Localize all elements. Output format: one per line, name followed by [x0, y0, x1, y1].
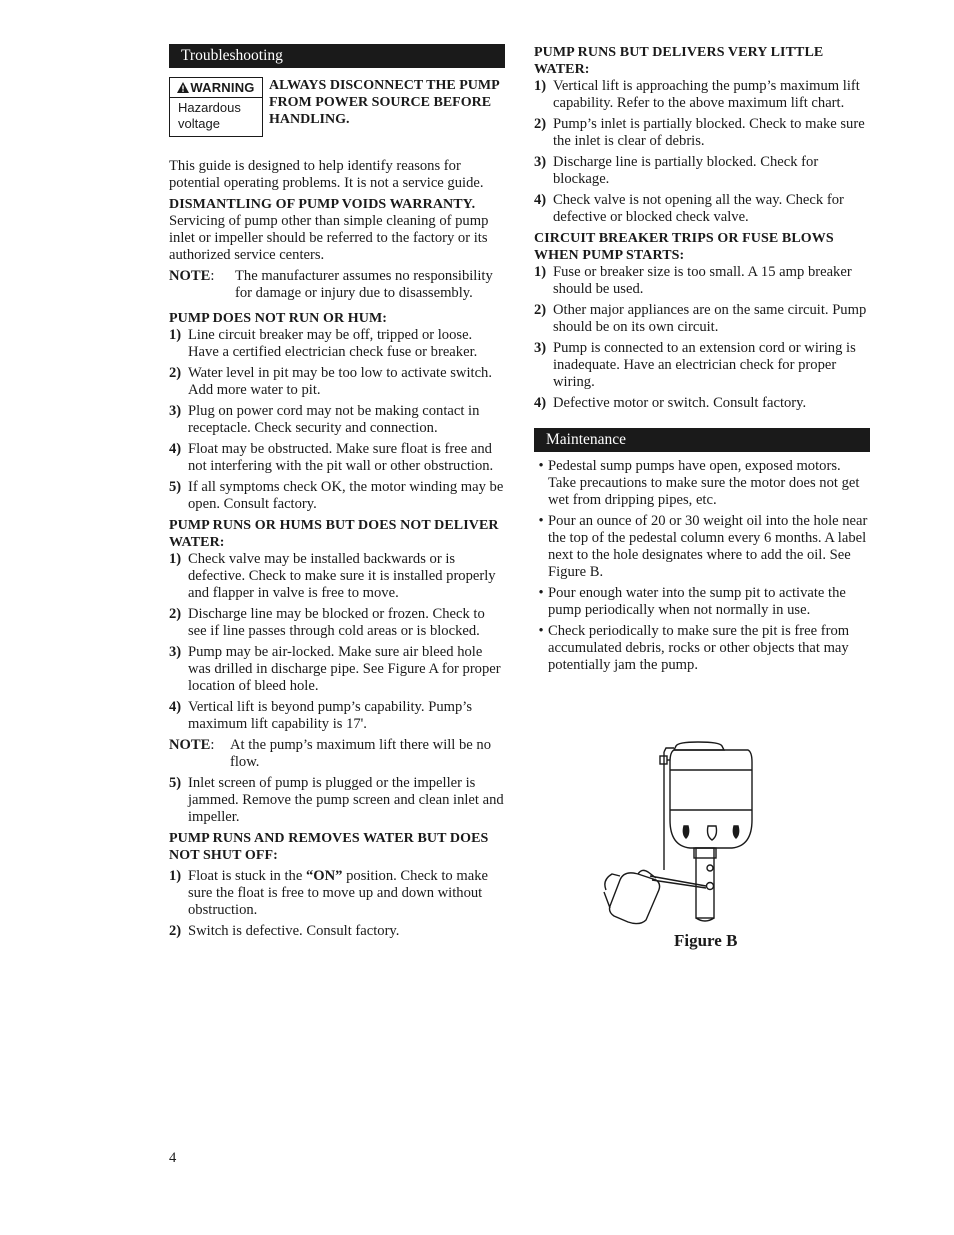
list-item: 5) Inlet screen of pump is plugged or the impeller is jammed. Remove the pump screen and clean inlet and impeller. — [169, 775, 504, 825]
list-item: 4) Check valve is not opening all the way. Check for defective or blocked check valve. — [534, 192, 844, 225]
list-item: 2) Discharge line may be blocked or frozen. Check to see if line passes through cold areas or is blocked. — [169, 606, 485, 639]
warning-triangle-icon — [177, 82, 189, 93]
warning-body — [170, 98, 262, 132]
page-number: 4 — [169, 1150, 177, 1166]
list-item: 4) Float may be obstructed. Make sure float is free and not interfering with the pit wall or other obstruction. — [169, 441, 494, 474]
list-item: • Check periodically to make sure the pit is free from accumulated debris, rocks or other objects that may potentially jam the pump. — [538, 623, 850, 673]
list-item: 1) Line circuit breaker may be off, tripped or loose. Have a certified electrician check fuse or breaker. — [169, 327, 478, 360]
list-item: 3) Plug on power cord may not be making contact in receptacle. Check security and connection. — [169, 403, 480, 436]
section-no-deliver-heading: PUMP RUNS OR HUMS BUT DOES NOT DELIVER WATER: — [169, 518, 499, 550]
dismantling-paragraph — [169, 196, 505, 264]
figure-caption: Figure B — [674, 931, 738, 950]
dismantling-text: Servicing of pump other than simple cleaning of pump inlet or impeller should be referred to the factory or its authorized service centers. — [169, 213, 489, 263]
note-label: NOTE: — [169, 737, 215, 753]
left-column — [169, 44, 505, 940]
section-little-water-heading: PUMP RUNS BUT DELIVERS VERY LITTLE WATER: — [534, 45, 824, 77]
warning-label-text: WARNING — [190, 80, 255, 95]
list-item: 1) Fuse or breaker size is too small. A 15 amp breaker should be used. — [534, 264, 852, 297]
list-item: 2) Water level in pit may be too low to activate switch. Add more water to pit. — [169, 365, 492, 398]
note-text: The manufacturer assumes no responsibility for damage or injury due to disassembly. — [235, 268, 493, 301]
note-max-lift — [169, 737, 505, 771]
list-item: 2) Pump’s inlet is partially blocked. Check to make sure the inlet is clear of debris. — [534, 116, 865, 149]
list-item: 5) If all symptoms check OK, the motor winding may be open. Consult factory. — [169, 479, 504, 512]
section-breaker-list — [534, 264, 870, 412]
warning-text: ALWAYS DISCONNECT THE PUMP FROM POWER SOURCE BEFORE HANDLING. — [269, 78, 499, 127]
list-item: • Pour enough water into the sump pit to activate the pump periodically when not normally in use. — [538, 585, 846, 618]
section-no-shutoff-heading: PUMP RUNS AND REMOVES WATER BUT DOES NOT SHUT OFF: — [169, 831, 489, 863]
maintenance-list — [534, 458, 870, 674]
list-item: 4) Vertical lift is beyond pump’s capability. Pump’s maximum lift capability is 17'. — [169, 699, 472, 732]
list-item: 2) Switch is defective. Consult factory. — [169, 923, 400, 939]
list-item: 1) Float is stuck in the “ON” position. Check to make sure the float is free to move up and down without obstruction. — [169, 868, 488, 918]
list-item: 3) Pump may be air-locked. Make sure air bleed hole was drilled in discharge pipe. See Figure A for proper location of bleed hole. — [169, 644, 501, 694]
warning-body-line2: voltage — [178, 116, 220, 131]
dismantling-heading: DISMANTLING OF PUMP VOIDS WARRANTY. — [169, 197, 476, 212]
intro-paragraph: This guide is designed to help identify reasons for potential operating problems. It is not a service guide. — [169, 158, 484, 191]
list-item: 3) Discharge line is partially blocked. Check for blockage. — [534, 154, 819, 187]
list-item: 2) Other major appliances are on the same circuit. Pump should be on its own circuit. — [534, 302, 867, 335]
list-item: 3) Pump is connected to an extension cord or wiring is inadequate. Have an electrician check for proper wiring. — [534, 340, 856, 390]
section-little-water-list — [534, 78, 870, 226]
warning-block — [169, 77, 505, 137]
list-item: • Pedestal sump pumps have open, exposed motors. Take precautions to make sure the motor does not get wet from dripping pipes, etc. — [538, 458, 860, 508]
warning-body-line1: Hazardous — [178, 100, 241, 115]
note-disassembly — [169, 268, 505, 302]
pump-oiling-illustration — [598, 740, 758, 930]
list-item: 4) Defective motor or switch. Consult factory. — [534, 395, 807, 411]
right-column — [534, 44, 870, 674]
maintenance-heading: Maintenance — [534, 428, 870, 452]
list-item: 1) Vertical lift is approaching the pump’s maximum lift capability. Refer to the above maximum lift chart. — [534, 78, 860, 111]
warning-box — [169, 77, 263, 137]
list-item: 1) Check valve may be installed backwards or is defective. Check to make sure it is installed properly and flapper in valve is free to move. — [169, 551, 496, 601]
section-breaker-heading: CIRCUIT BREAKER TRIPS OR FUSE BLOWS WHEN PUMP STARTS: — [534, 231, 834, 263]
note-text: At the pump’s maximum lift there will be no flow. — [230, 737, 492, 770]
section-no-run-list — [169, 327, 505, 513]
note-label: NOTE: — [169, 268, 215, 284]
warning-label — [170, 78, 262, 98]
section-no-deliver-list — [169, 551, 505, 733]
troubleshooting-heading: Troubleshooting — [169, 44, 505, 68]
section-no-run-heading: PUMP DOES NOT RUN OR HUM: — [169, 311, 388, 326]
list-item: • Pour an ounce of 20 or 30 weight oil into the hole near the top of the pedestal column every 6 months. A label next to the hole designates where to add the oil. See Figure B. — [538, 513, 868, 580]
